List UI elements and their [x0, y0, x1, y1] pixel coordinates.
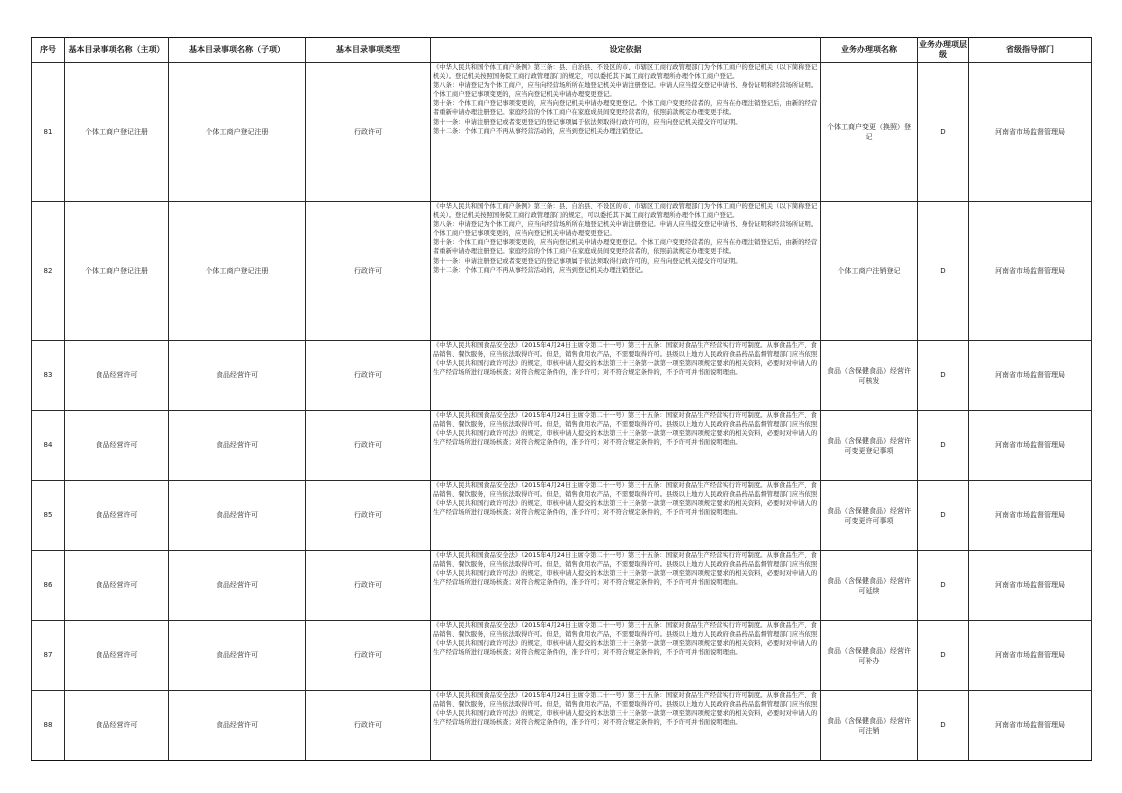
table-row — [32, 481, 1092, 551]
cell-no: 88 — [32, 691, 65, 761]
table-row — [32, 63, 1092, 202]
catalog-table — [31, 37, 1092, 761]
cell-basis: 《中华人民共和国食品安全法》（2015年4月24日主席令第二十一号）第三十五条：国家对食品生产经营实行许可制度。从事食品生产、食品销售、餐饮服务，应当依法取得许可。但是，销售食用农产品，不需要取得许可。县级以上地方人民政府食品药品监督管理部门应当依照《中华人民共和国行政许可法》的规定，审核申请人提交的本法第三十三条第一款第一项至第四项规定要求的相关资料，必要时对申请人的生产经营场所进行现场核查；对符合规定条件的，准予许可；对不符合规定条件的，不予许可并书面说明理由。 — [431, 411, 821, 481]
header-no: 序号 — [32, 38, 65, 63]
cell-dept: 河南省市场监督管理局 — [969, 411, 1092, 481]
cell-dept: 河南省市场监督管理局 — [969, 202, 1092, 341]
cell-type: 行政许可 — [306, 481, 431, 551]
cell-basis: 《中华人民共和国个体工商户条例》第三条：县、自治县、不设区的市、市辖区工商行政管理部门为个体工商户的登记机关（以下简称登记机关）。登记机关按照国务院工商行政管理部门的规定，可以委托其下属工商行政管理所办理个体工商户登记。 第八条：申请登记为个体工商户，应当向经营场所所在地登记机关申请注册登记。申请人应当提交登记申请书、身份证明和经营场所证明。个体工商户登记事项变更的，应当向登记机关申请办理变更登记。 第十条：个体工商户登记事项变更的，应当向登记机关申请办理变更登记。个体工商户变更经营者的，应当在办理注销登记后，由新的经营者重新申请办理注册登记。家庭经营的个体工商户在家庭成员间变更经营者的，依照前款规定办理变更手续。 第十一条：申请注册登记或者变更登记的登记事项属于依法须取得行政许可的，应当向登记机关提交许可证明。 第十二条：个体工商户不再从事经营活动的，应当到登记机关办理注销登记。 — [431, 202, 821, 341]
cell-main-name: 食品经营许可 — [65, 621, 169, 691]
cell-sub-name: 食品经营许可 — [169, 481, 306, 551]
table-row — [32, 411, 1092, 481]
cell-sub-name: 食品经营许可 — [169, 691, 306, 761]
cell-sub-name: 个体工商户登记注册 — [169, 63, 306, 202]
cell-main-name: 个体工商户登记注册 — [65, 63, 169, 202]
header-row — [32, 38, 1092, 63]
cell-handling: 个体工商户变更（换照）登记 — [821, 63, 918, 202]
table-row — [32, 691, 1092, 761]
cell-basis: 《中华人民共和国个体工商户条例》第三条：县、自治县、不设区的市、市辖区工商行政管理部门为个体工商户的登记机关（以下简称登记机关）。登记机关按照国务院工商行政管理部门的规定，可以委托其下属工商行政管理所办理个体工商户登记。 第八条：申请登记为个体工商户，应当向经营场所所在地登记机关申请注册登记。申请人应当提交登记申请书、身份证明和经营场所证明。个体工商户登记事项变更的，应当向登记机关申请办理变更登记。 第十条：个体工商户登记事项变更的，应当向登记机关申请办理变更登记。个体工商户变更经营者的，应当在办理注销登记后，由新的经营者重新申请办理注册登记。家庭经营的个体工商户在家庭成员间变更经营者的，依照前款规定办理变更手续。 第十一条：申请注册登记或者变更登记的登记事项属于依法须取得行政许可的，应当向登记机关提交许可证明。 第十二条：个体工商户不再从事经营活动的，应当到登记机关办理注销登记。 — [431, 63, 821, 202]
cell-level: D — [918, 63, 969, 202]
table-row — [32, 341, 1092, 411]
cell-level: D — [918, 691, 969, 761]
cell-dept: 河南省市场监督管理局 — [969, 551, 1092, 621]
cell-level: D — [918, 551, 969, 621]
cell-main-name: 食品经营许可 — [65, 341, 169, 411]
cell-basis: 《中华人民共和国食品安全法》（2015年4月24日主席令第二十一号）第三十五条：国家对食品生产经营实行许可制度。从事食品生产、食品销售、餐饮服务，应当依法取得许可。但是，销售食用农产品，不需要取得许可。县级以上地方人民政府食品药品监督管理部门应当依照《中华人民共和国行政许可法》的规定，审核申请人提交的本法第三十三条第一款第一项至第四项规定要求的相关资料，必要时对申请人的生产经营场所进行现场核查；对符合规定条件的，准予许可；对不符合规定条件的，不予许可并书面说明理由。 — [431, 481, 821, 551]
cell-sub-name: 食品经营许可 — [169, 551, 306, 621]
cell-handling: 个体工商户注销登记 — [821, 202, 918, 341]
cell-handling: 食品（含保健食品）经营许可注销 — [821, 691, 918, 761]
cell-main-name: 食品经营许可 — [65, 691, 169, 761]
cell-handling: 食品（含保健食品）经营许可变更登记事项 — [821, 411, 918, 481]
cell-dept: 河南省市场监督管理局 — [969, 691, 1092, 761]
header-sub-name: 基本目录事项名称（子项） — [169, 38, 306, 63]
cell-sub-name: 个体工商户登记注册 — [169, 202, 306, 341]
cell-dept: 河南省市场监督管理局 — [969, 621, 1092, 691]
cell-no: 81 — [32, 63, 65, 202]
cell-basis: 《中华人民共和国食品安全法》（2015年4月24日主席令第二十一号）第三十五条：国家对食品生产经营实行许可制度。从事食品生产、食品销售、餐饮服务，应当依法取得许可。但是，销售食用农产品，不需要取得许可。县级以上地方人民政府食品药品监督管理部门应当依照《中华人民共和国行政许可法》的规定，审核申请人提交的本法第三十三条第一款第一项至第四项规定要求的相关资料，必要时对申请人的生产经营场所进行现场核查；对符合规定条件的，准予许可；对不符合规定条件的，不予许可并书面说明理由。 — [431, 341, 821, 411]
cell-level: D — [918, 341, 969, 411]
cell-basis: 《中华人民共和国食品安全法》（2015年4月24日主席令第二十一号）第三十五条：国家对食品生产经营实行许可制度。从事食品生产、食品销售、餐饮服务，应当依法取得许可。但是，销售食用农产品，不需要取得许可。县级以上地方人民政府食品药品监督管理部门应当依照《中华人民共和国行政许可法》的规定，审核申请人提交的本法第三十三条第一款第一项至第四项规定要求的相关资料，必要时对申请人的生产经营场所进行现场核查；对符合规定条件的，准予许可；对不符合规定条件的，不予许可并书面说明理由。 — [431, 691, 821, 761]
cell-sub-name: 食品经营许可 — [169, 341, 306, 411]
cell-type: 行政许可 — [306, 202, 431, 341]
cell-level: D — [918, 621, 969, 691]
cell-no: 86 — [32, 551, 65, 621]
cell-handling: 食品（含保健食品）经营许可变更许可事项 — [821, 481, 918, 551]
header-level: 业务办理项层级 — [918, 38, 969, 63]
cell-type: 行政许可 — [306, 551, 431, 621]
cell-dept: 河南省市场监督管理局 — [969, 63, 1092, 202]
cell-level: D — [918, 481, 969, 551]
cell-level: D — [918, 411, 969, 481]
cell-dept: 河南省市场监督管理局 — [969, 341, 1092, 411]
cell-dept: 河南省市场监督管理局 — [969, 481, 1092, 551]
cell-handling: 食品（含保健食品）经营许可延续 — [821, 551, 918, 621]
cell-main-name: 食品经营许可 — [65, 551, 169, 621]
cell-basis: 《中华人民共和国食品安全法》（2015年4月24日主席令第二十一号）第三十五条：国家对食品生产经营实行许可制度。从事食品生产、食品销售、餐饮服务，应当依法取得许可。但是，销售食用农产品，不需要取得许可。县级以上地方人民政府食品药品监督管理部门应当依照《中华人民共和国行政许可法》的规定，审核申请人提交的本法第三十三条第一款第一项至第四项规定要求的相关资料，必要时对申请人的生产经营场所进行现场核查；对符合规定条件的，准予许可；对不符合规定条件的，不予许可并书面说明理由。 — [431, 551, 821, 621]
cell-type: 行政许可 — [306, 341, 431, 411]
cell-type: 行政许可 — [306, 621, 431, 691]
cell-type: 行政许可 — [306, 411, 431, 481]
cell-type: 行政许可 — [306, 63, 431, 202]
cell-level: D — [918, 202, 969, 341]
table-row — [32, 621, 1092, 691]
cell-main-name: 个体工商户登记注册 — [65, 202, 169, 341]
cell-no: 82 — [32, 202, 65, 341]
table-row — [32, 202, 1092, 341]
table-body — [32, 63, 1092, 761]
cell-no: 84 — [32, 411, 65, 481]
cell-basis: 《中华人民共和国食品安全法》（2015年4月24日主席令第二十一号）第三十五条：国家对食品生产经营实行许可制度。从事食品生产、食品销售、餐饮服务，应当依法取得许可。但是，销售食用农产品，不需要取得许可。县级以上地方人民政府食品药品监督管理部门应当依照《中华人民共和国行政许可法》的规定，审核申请人提交的本法第三十三条第一款第一项至第四项规定要求的相关资料，必要时对申请人的生产经营场所进行现场核查；对符合规定条件的，准予许可；对不符合规定条件的，不予许可并书面说明理由。 — [431, 621, 821, 691]
table-row — [32, 551, 1092, 621]
cell-no: 85 — [32, 481, 65, 551]
cell-sub-name: 食品经营许可 — [169, 621, 306, 691]
cell-handling: 食品（含保健食品）经营许可补办 — [821, 621, 918, 691]
cell-handling: 食品（含保健食品）经营许可核发 — [821, 341, 918, 411]
cell-type: 行政许可 — [306, 691, 431, 761]
cell-no: 83 — [32, 341, 65, 411]
cell-no: 87 — [32, 621, 65, 691]
header-handling: 业务办理项名称 — [821, 38, 918, 63]
cell-main-name: 食品经营许可 — [65, 411, 169, 481]
header-main-name: 基本目录事项名称（主项） — [65, 38, 169, 63]
catalog-sheet — [31, 37, 1091, 761]
header-dept: 省级指导部门 — [969, 38, 1092, 63]
cell-main-name: 食品经营许可 — [65, 481, 169, 551]
table-header — [32, 38, 1092, 63]
header-type: 基本目录事项类型 — [306, 38, 431, 63]
cell-sub-name: 食品经营许可 — [169, 411, 306, 481]
header-basis: 设定依据 — [431, 38, 821, 63]
